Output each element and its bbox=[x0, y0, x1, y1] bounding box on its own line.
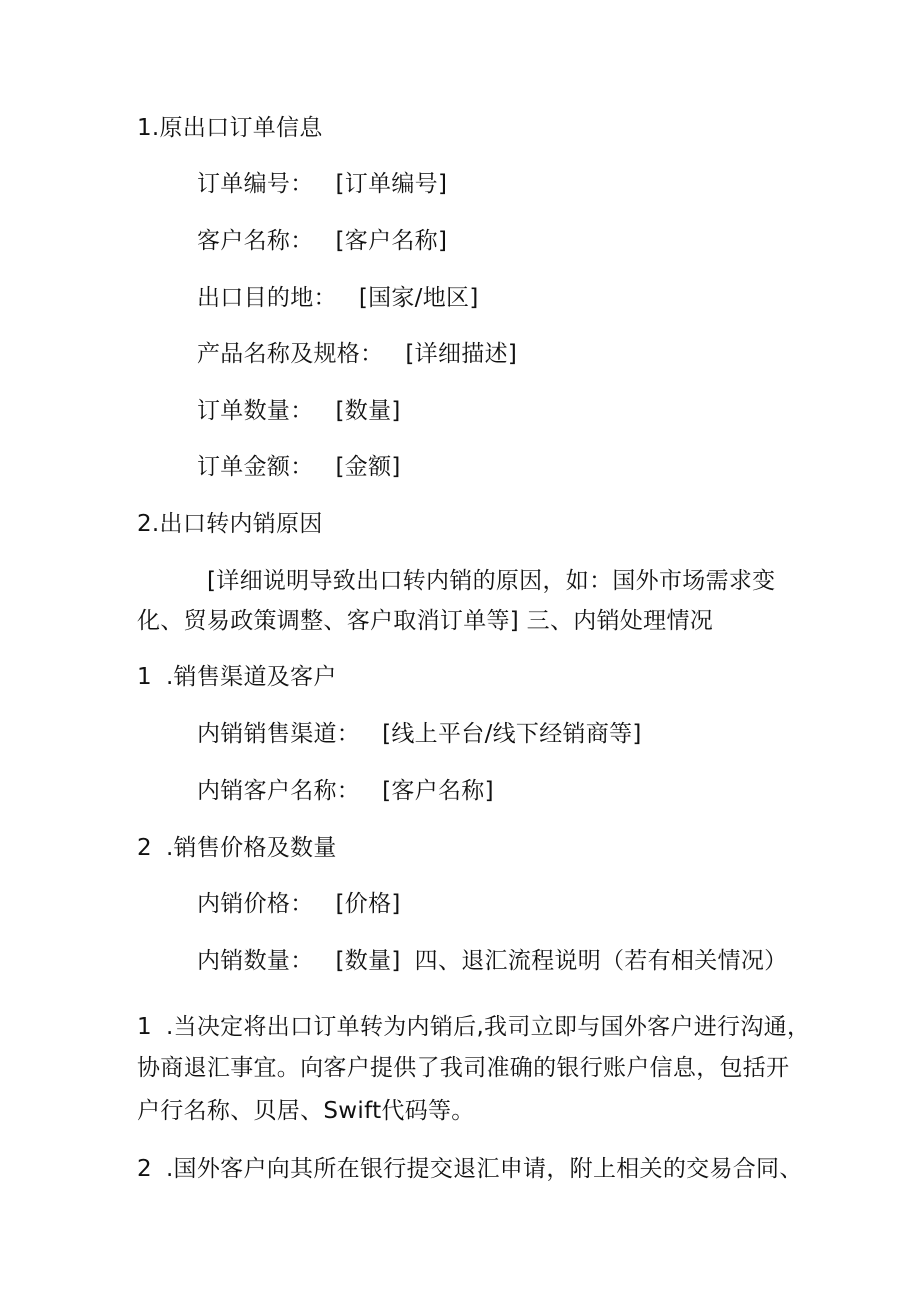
field-customer-name bbox=[197, 225, 447, 257]
field-value: [国家/地区] bbox=[358, 285, 479, 311]
field-label: 订单数量： bbox=[197, 398, 314, 424]
section-2-body-line-1: [详细说明导致出口转内销的原因，如：国外市场需求变 bbox=[207, 568, 776, 594]
section-4-item-1-line-3: 户行名称、贝居、Swift代码等。 bbox=[137, 1098, 475, 1124]
field-label: 内销价格： bbox=[197, 891, 314, 917]
field-product bbox=[197, 338, 517, 370]
item-title: .销售价格及数量 bbox=[165, 835, 337, 861]
field-value: [价格] bbox=[335, 891, 401, 917]
field-order-quantity bbox=[197, 395, 401, 427]
field-label: 订单金额： bbox=[197, 454, 314, 480]
section-4-item-1-line-1 bbox=[137, 1011, 810, 1043]
field-value: [订单编号] bbox=[335, 171, 448, 197]
field-label: 产品名称及规格： bbox=[197, 341, 384, 367]
item-number: 1 bbox=[137, 1014, 152, 1040]
field-label: 内销数量： bbox=[197, 948, 314, 974]
field-value: [客户名称] bbox=[382, 778, 494, 804]
section-4-heading: 四、退汇流程说明（若有相关情况） bbox=[414, 948, 788, 974]
section-2-heading: 2.出口转内销原因 bbox=[137, 511, 323, 537]
section-3-item-2-heading bbox=[137, 832, 337, 864]
section-2-body-line-2: 化、贸易政策调整、客户取消订单等] 三、内销处理情况 bbox=[137, 608, 714, 634]
field-domestic-quantity bbox=[197, 945, 787, 977]
field-label: 订单编号： bbox=[197, 171, 314, 197]
item-number: 2 bbox=[137, 835, 152, 861]
field-label: 客户名称： bbox=[197, 228, 314, 254]
field-value: [客户名称] bbox=[335, 228, 448, 254]
field-label: 内销销售渠道： bbox=[197, 721, 361, 747]
field-order-number bbox=[197, 168, 447, 200]
field-value: [数量] bbox=[335, 398, 401, 424]
paragraph-text: .当决定将出口订单转为内销后,我司立即与国外客户进行沟通， bbox=[165, 1014, 811, 1040]
field-label: 出口目的地： bbox=[197, 285, 337, 311]
field-domestic-price bbox=[197, 888, 401, 920]
paragraph-text: .国外客户向其所在银行提交退汇申请，附上相关的交易合同、 bbox=[165, 1156, 803, 1182]
field-domestic-customer bbox=[197, 775, 494, 807]
section-3-item-1-heading bbox=[137, 661, 337, 693]
field-value: [线上平台/线下经销商等] bbox=[382, 721, 642, 747]
field-sales-channel bbox=[197, 718, 642, 750]
field-destination bbox=[197, 282, 479, 314]
item-number: 1 bbox=[137, 664, 152, 690]
section-4-item-1-line-2: 协商退汇事宜。向客户提供了我司准确的银行账户信息，包括开 bbox=[137, 1055, 790, 1081]
field-value: [详细描述] bbox=[405, 341, 518, 367]
field-order-amount bbox=[197, 451, 401, 483]
section-1-heading: 1.原出口订单信息 bbox=[137, 115, 323, 141]
item-title: .销售渠道及客户 bbox=[165, 664, 337, 690]
field-value: [金额] bbox=[335, 454, 401, 480]
section-4-item-2-line-1 bbox=[137, 1153, 803, 1185]
field-value: [数量] bbox=[335, 948, 401, 974]
field-label: 内销客户名称： bbox=[197, 778, 361, 804]
item-number: 2 bbox=[137, 1156, 152, 1182]
